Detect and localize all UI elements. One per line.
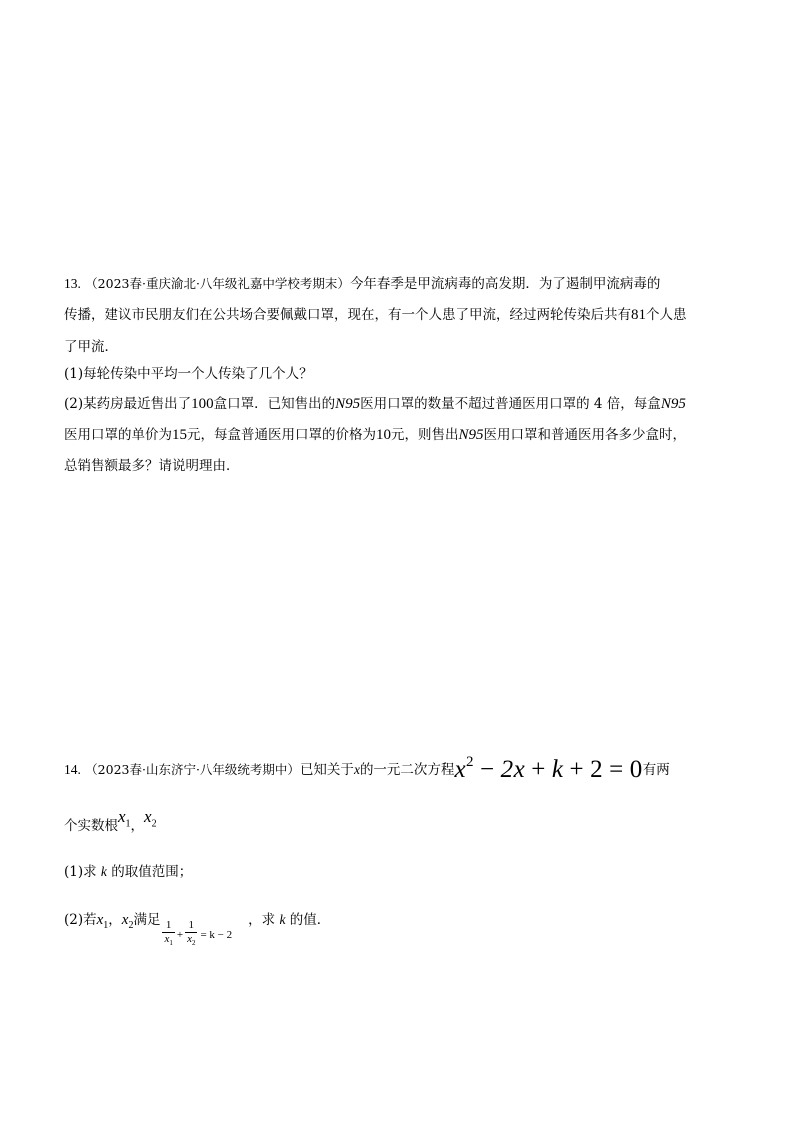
frac1-den-sub: 1 [169,939,173,948]
q13-n95-label-1: N95 [335,396,361,412]
q14-line-1 [64,752,744,782]
q13-part-2-line-1 [64,394,744,414]
q14-line1-text-b: 的一元二次方程 [359,762,455,778]
q13-n95-label-3: N95 [458,427,484,443]
q14-p2-comma: ， [108,912,122,928]
q13-infected-count: 81 [631,307,646,323]
eq-minus: − [480,756,495,783]
q13-line-1 [64,274,744,294]
p2-x1-sub: 1 [103,920,109,931]
q13-part2-text-c: 医用口罩的数量不超过普通医用口罩的 4 倍，每盒 [360,396,661,412]
q14-line1-text-a: 已知关于 [299,762,354,778]
root1-sub: 1 [125,818,131,830]
q14-root-1 [118,807,131,830]
p2-x2: x [121,912,129,928]
frac2-den-sub: 2 [191,939,196,948]
q14-p2-x2 [121,912,134,931]
q13-line2-text-a: 传播，建议市民朋友们在公共场合要佩戴口罩，现在，有一个人患了甲流，经过两轮传染后共有 [64,307,631,323]
fraction-1-denominator [162,933,174,950]
q14-comma: ， [130,818,145,834]
fraction-1 [162,919,174,950]
q14-part2-text-d: 的值． [289,912,331,928]
q14-part2-text-a: (2)若 [64,912,97,928]
fraction-2-numerator: 1 [185,919,197,933]
q13-number: 13. [64,276,81,291]
q14-source: （2023春·山东济宁·八年级统考期中） [85,762,300,777]
eq-plus-1: + [531,756,546,783]
q14-part2-text-b: 满足 [133,912,161,928]
q14-equation [454,756,642,783]
q13-part2-text-b: 盒口罩．已知售出的 [213,396,336,412]
eq-2: 2 [590,756,604,783]
q13-part2-text-a: (2)某药房最近售出了 [64,396,192,412]
p2-x2-sub: 2 [128,920,134,931]
q13-line-2 [64,305,744,325]
q14-number: 14. [64,762,81,777]
q13-source: （2023春·重庆渝北·八年级礼嘉中学校考期末） [85,276,350,291]
q13-part-2-line-3: 总销售额最多？请说明理由． [64,458,240,474]
q14-part1-k: k [100,864,107,879]
q14-part-2 [64,910,744,950]
q13-line6-text-b: 元，每盒普通医用口罩的价格为 [187,427,376,443]
q13-n95-label-2: N95 [660,396,686,412]
eq-equals: = [609,756,624,783]
q14-part2-k: k [279,912,286,927]
q14-part-1 [64,862,744,882]
frac2-den-x: x [187,932,192,945]
root1-x: x [118,807,126,826]
frac1-den-x: x [164,932,170,945]
eq-x: x [454,756,467,783]
q13-line2-text-b: 个人患 [646,307,687,323]
eq-k: k [551,756,564,783]
q14-p2-x1 [96,912,109,931]
q14-part2-text-c: ，求 [248,912,276,928]
q14-part1-text-b: 的取值范围； [111,864,193,880]
q13-line6-text-a: 医用口罩的单价为 [64,427,172,443]
p2-x1: x [96,912,104,928]
q13-n95-price: 15 [172,427,187,443]
q14-line1-text-c: 有两 [642,762,670,778]
q13-line1-text: 今年春季是甲流病毒的高发期．为了遏制甲流病毒的 [349,276,661,292]
q13-part-2-line-2 [64,425,744,445]
eq-plus-2: + [569,756,585,783]
q14-root-2 [144,807,157,830]
fraction-plus: + [176,928,184,941]
q14-line2-text: 个实数根 [64,818,118,834]
q13-regular-price: 10 [376,427,391,443]
fraction-2 [185,919,197,950]
eq-exponent: 2 [466,754,475,770]
q14-part1-text-a: (1)求 [64,864,97,880]
q14-var-x: x [353,762,360,777]
q13-box-count: 100 [191,396,214,412]
q13-line6-text-d: 医用口罩和普通医用各多少盒时， [483,427,687,443]
q13-line6-text-c: 元，则售出 [391,427,459,443]
fraction-1-numerator: 1 [162,919,174,933]
q14-fraction-equation [162,919,232,950]
fraction-rhs: = k − 2 [200,928,233,941]
fraction-2-denominator [185,933,197,950]
eq-0: 0 [629,756,643,783]
q13-part-1: (1)每轮传染中平均一个人传染了几个人？ [64,366,313,382]
q13-line-3: 了甲流． [64,339,118,355]
root2-x: x [144,807,152,826]
root2-sub: 2 [151,818,157,830]
eq-2x: 2x [500,756,526,783]
q14-line-2 [64,807,744,842]
